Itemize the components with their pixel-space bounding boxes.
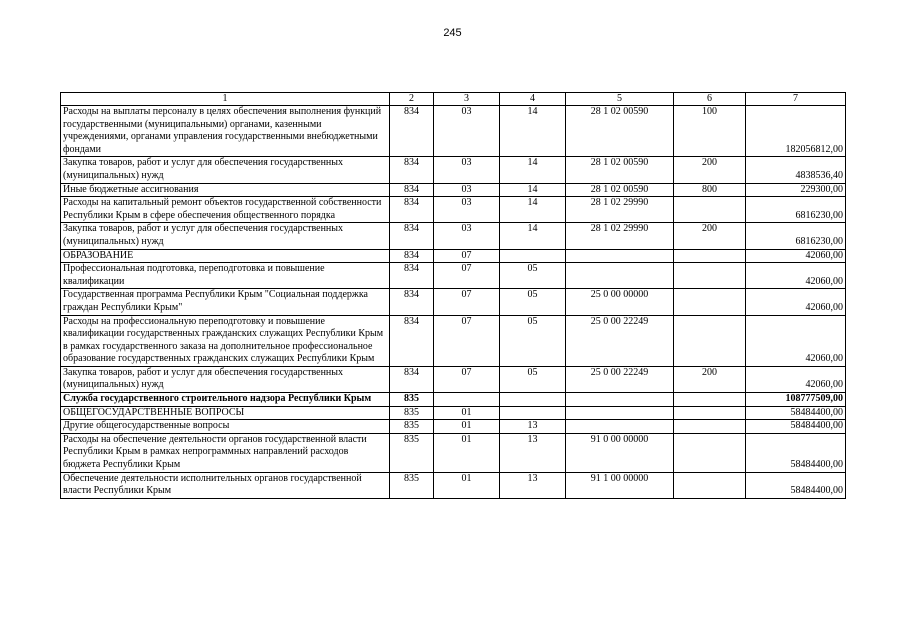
- row-col4-cell: 14: [500, 223, 566, 249]
- row-col6-cell: 200: [674, 157, 746, 183]
- row-col2-cell: 834: [390, 106, 434, 157]
- row-col2-cell: 834: [390, 223, 434, 249]
- row-col5-cell: 28 1 02 29990: [566, 223, 674, 249]
- row-col4-cell: 13: [500, 433, 566, 472]
- row-col3-cell: 03: [434, 183, 500, 197]
- row-name-cell: Государственная программа Республики Крым "Социальная поддержка граждан Республики Крым": [61, 289, 390, 315]
- row-col2-cell: 835: [390, 393, 434, 407]
- row-col3-cell: 07: [434, 263, 500, 289]
- row-col3-cell: 07: [434, 289, 500, 315]
- row-col6-cell: [674, 289, 746, 315]
- row-col2-cell: 835: [390, 472, 434, 498]
- header-col-6: 6: [674, 93, 746, 106]
- row-name-cell: Закупка товаров, работ и услуг для обеспечения государственных (муниципальных) нужд: [61, 223, 390, 249]
- row-col5-cell: 28 1 02 00590: [566, 106, 674, 157]
- row-name-cell: Иные бюджетные ассигнования: [61, 183, 390, 197]
- header-col-1: 1: [61, 93, 390, 106]
- table-row: [61, 406, 846, 420]
- table-row: [61, 197, 846, 223]
- row-col4-cell: 13: [500, 420, 566, 434]
- row-col6-cell: [674, 263, 746, 289]
- row-amount-cell: 58484400,00: [746, 406, 846, 420]
- row-col4-cell: 14: [500, 183, 566, 197]
- row-col4-cell: [500, 406, 566, 420]
- table-row: [61, 289, 846, 315]
- row-amount-cell: 182056812,00: [746, 106, 846, 157]
- row-col3-cell: 03: [434, 106, 500, 157]
- row-col6-cell: [674, 249, 746, 263]
- row-col3-cell: 01: [434, 433, 500, 472]
- row-col4-cell: 14: [500, 197, 566, 223]
- row-name-cell: Служба государственного строительного надзора Республики Крым: [61, 393, 390, 407]
- row-col2-cell: 834: [390, 183, 434, 197]
- row-name-cell: Закупка товаров, работ и услуг для обеспечения государственных (муниципальных) нужд: [61, 157, 390, 183]
- row-col3-cell: 01: [434, 406, 500, 420]
- row-col5-cell: [566, 393, 674, 407]
- row-amount-cell: 42060,00: [746, 366, 846, 392]
- row-col4-cell: 05: [500, 289, 566, 315]
- row-col4-cell: 14: [500, 157, 566, 183]
- row-col2-cell: 834: [390, 263, 434, 289]
- row-name-cell: Расходы на капитальный ремонт объектов государственной собственности Республики Крым в сфере обеспечения общественного порядка: [61, 197, 390, 223]
- table-row: [61, 157, 846, 183]
- row-col6-cell: 200: [674, 223, 746, 249]
- row-col6-cell: [674, 315, 746, 366]
- row-col3-cell: 07: [434, 249, 500, 263]
- row-col2-cell: 834: [390, 315, 434, 366]
- row-col5-cell: 28 1 02 00590: [566, 157, 674, 183]
- row-col2-cell: 835: [390, 406, 434, 420]
- row-amount-cell: 4838536,40: [746, 157, 846, 183]
- row-col2-cell: 834: [390, 157, 434, 183]
- row-amount-cell: 58484400,00: [746, 433, 846, 472]
- budget-table: [60, 92, 846, 499]
- table-row: [61, 106, 846, 157]
- row-col2-cell: 834: [390, 197, 434, 223]
- table-row: [61, 472, 846, 498]
- row-col3-cell: 03: [434, 223, 500, 249]
- row-col5-cell: [566, 420, 674, 434]
- header-row: [61, 93, 846, 106]
- row-col6-cell: [674, 197, 746, 223]
- row-col3-cell: 01: [434, 472, 500, 498]
- row-col5-cell: 91 1 00 00000: [566, 472, 674, 498]
- row-col2-cell: 834: [390, 366, 434, 392]
- row-name-cell: Профессиональная подготовка, переподготовка и повышение квалификации: [61, 263, 390, 289]
- row-col6-cell: 800: [674, 183, 746, 197]
- row-amount-cell: 42060,00: [746, 315, 846, 366]
- row-amount-cell: 42060,00: [746, 263, 846, 289]
- row-col3-cell: 07: [434, 315, 500, 366]
- row-col6-cell: [674, 406, 746, 420]
- row-col6-cell: 100: [674, 106, 746, 157]
- row-col4-cell: 05: [500, 366, 566, 392]
- row-col4-cell: 13: [500, 472, 566, 498]
- row-col5-cell: [566, 263, 674, 289]
- row-col5-cell: 28 1 02 00590: [566, 183, 674, 197]
- row-col3-cell: [434, 393, 500, 407]
- row-col2-cell: 835: [390, 420, 434, 434]
- row-name-cell: Расходы на обеспечение деятельности органов государственной власти Республики Крым в рамках непрограммных направлений расходов бюджета Республики Крым: [61, 433, 390, 472]
- row-name-cell: ОБЩЕГОСУДАРСТВЕННЫЕ ВОПРОСЫ: [61, 406, 390, 420]
- page-number: 245: [443, 27, 462, 39]
- header-col-4: 4: [500, 93, 566, 106]
- row-col5-cell: [566, 249, 674, 263]
- table-row: [61, 393, 846, 407]
- row-col6-cell: [674, 420, 746, 434]
- row-col3-cell: 01: [434, 420, 500, 434]
- row-col5-cell: [566, 406, 674, 420]
- row-amount-cell: 58484400,00: [746, 420, 846, 434]
- row-col5-cell: 25 0 00 00000: [566, 289, 674, 315]
- row-name-cell: Расходы на выплаты персоналу в целях обеспечения выполнения функций государственными (муниципальными) органами, казенными учреждениями, органами управления государственными внебюджетными фондами: [61, 106, 390, 157]
- row-col6-cell: 200: [674, 366, 746, 392]
- row-amount-cell: 42060,00: [746, 289, 846, 315]
- header-col-2: 2: [390, 93, 434, 106]
- row-col4-cell: [500, 249, 566, 263]
- row-col6-cell: [674, 433, 746, 472]
- row-amount-cell: 42060,00: [746, 249, 846, 263]
- table-row: [61, 263, 846, 289]
- table-row: [61, 315, 846, 366]
- header-col-3: 3: [434, 93, 500, 106]
- table-row: [61, 366, 846, 392]
- header-col-5: 5: [566, 93, 674, 106]
- row-name-cell: Обеспечение деятельности исполнительных органов государственной власти Республики Крым: [61, 472, 390, 498]
- row-col4-cell: 05: [500, 315, 566, 366]
- table-row: [61, 433, 846, 472]
- row-name-cell: Другие общегосударственные вопросы: [61, 420, 390, 434]
- row-amount-cell: 229300,00: [746, 183, 846, 197]
- row-col4-cell: 14: [500, 106, 566, 157]
- row-amount-cell: 108777509,00: [746, 393, 846, 407]
- row-amount-cell: 58484400,00: [746, 472, 846, 498]
- row-col6-cell: [674, 472, 746, 498]
- row-col2-cell: 834: [390, 289, 434, 315]
- row-col6-cell: [674, 393, 746, 407]
- table-row: [61, 249, 846, 263]
- row-name-cell: Закупка товаров, работ и услуг для обеспечения государственных (муниципальных) нужд: [61, 366, 390, 392]
- table-row: [61, 183, 846, 197]
- row-name-cell: Расходы на профессиональную переподготовку и повышение квалификации государственных гражданских служащих Республики Крым в рамках государственного заказа на дополнительное профессиональное образование государственных гражданских служащих Республики Крым: [61, 315, 390, 366]
- row-col3-cell: 03: [434, 157, 500, 183]
- row-col5-cell: 91 0 00 00000: [566, 433, 674, 472]
- row-col4-cell: [500, 393, 566, 407]
- row-col5-cell: 25 0 00 22249: [566, 315, 674, 366]
- row-col3-cell: 07: [434, 366, 500, 392]
- row-amount-cell: 6816230,00: [746, 197, 846, 223]
- row-col2-cell: 834: [390, 249, 434, 263]
- header-col-7: 7: [746, 93, 846, 106]
- table-row: [61, 420, 846, 434]
- row-col5-cell: 28 1 02 29990: [566, 197, 674, 223]
- row-col4-cell: 05: [500, 263, 566, 289]
- row-col3-cell: 03: [434, 197, 500, 223]
- row-name-cell: ОБРАЗОВАНИЕ: [61, 249, 390, 263]
- row-col5-cell: 25 0 00 22249: [566, 366, 674, 392]
- table-row: [61, 223, 846, 249]
- row-col2-cell: 835: [390, 433, 434, 472]
- row-amount-cell: 6816230,00: [746, 223, 846, 249]
